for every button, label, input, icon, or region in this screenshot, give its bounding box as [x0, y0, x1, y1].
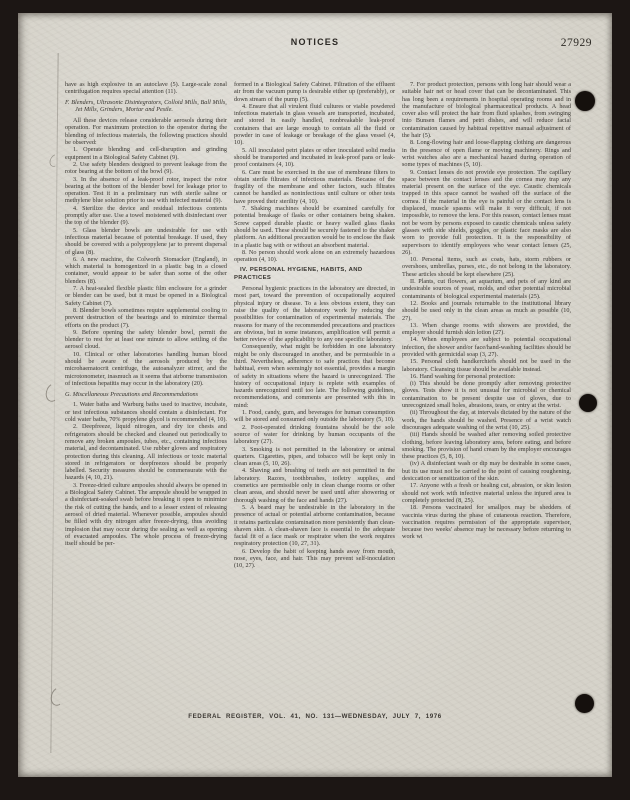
scan-corner-notch	[614, 0, 630, 30]
paragraph: 6. Care must be exercised in the use of membrane filters to obtain sterile filtrates of infectious materials. Because of the fragility of the membrane and other factors, such filtrates cannot be handled as noninfectious until culture or other tests have proved their sterility (4, 10).	[234, 168, 395, 205]
paragraph: 7. For product protection, persons with long hair should wear a suitable hair net or head cover that can be decontaminated. This has long been a requirements in hospital operating rooms and in the manufacture of biological pharmaceutical products. A head cover also will protect the hair from fluid splashes, from swinging into Bunsen flames and petri dishes, and will reduce facial contamination caused by habitual repetitive manual adjustment of the hair (5).	[402, 81, 571, 140]
punch-hole-mark	[43, 381, 62, 403]
column-right	[402, 81, 571, 729]
paragraph: 4. Shaving and brushing of teeth are not permitted in the laboratory. Razors, toothbrushes, toiletry supplies, and cosmetics are permissible only in clean change rooms or other clean areas, and should never be used until after showering or thorough washing of the face and hands (27).	[234, 467, 395, 504]
paragraph: (iii) Hands should be washed after removing soiled protective clothing, before leaving laboratory area, before eating, and before smoking. The provision of hand cream by the employer encourages these practices (5, 8, 10).	[402, 431, 571, 461]
paragraph: 5. All inoculated petri plates or other inoculated solid media should be transported and incubated in leak-proof pans or leak-proof containers (4, 10).	[234, 146, 395, 169]
punch-hole-mark	[47, 152, 62, 168]
page-number: 27929	[560, 37, 592, 49]
paragraph: 10. Clinical or other laboratories handling human blood should be aware of the aerosols produced by the microhaematocrit centrifuge, the autoanalyzer stirrer, and the microtonometer, inasmuch as it seems that airborne transmission of infectious hepatitis may occur in the laboratory (20).	[65, 350, 227, 387]
section-heading: IV. PERSONAL HYGIENE, HABITS, AND PRACTICES	[234, 267, 363, 281]
paragraph: 5. A beard may be undesirable in the laboratory in the presence of actual or potential airborne contamination, because it retains particulate contamination more persistently than clean-shaven skin. A clean-shaven face is essential to the adequate facial fit of a face mask or respirator when the work requires respiratory protection (10, 27, 31).	[234, 503, 395, 548]
paragraph: Personal hygienic practices in the laboratory are directed, in most part, toward the prevention of occupationally acquired physical injury or disease. To a less obvious extent, they can raise the quality of the laboratory work by reducing the possibilities for contamination of experimental materials. The reasons for many of the recommended precautions and practices are obvious, but in some instances, amplification will permit a better review of the applicability to any one specific laboratory.	[234, 285, 395, 344]
paragraph: 9. Before opening the safety blender bowl, permit the blender to rest for at least one minute to allow settling of the aerosol cloud.	[65, 328, 227, 351]
paragraph: formed in a Biological Safety Cabinet. Filtration of the effluent air from the vacuum pump is desirable either up (preferably), or down stream of the pump (5).	[234, 81, 395, 103]
paragraph: 4. Ensure that all virulent fluid cultures or viable powdered infectious materials in glass vessels are transported, incubated, and stored in easily handled, nonbreakable leak-proof containers that are large enough to contain all the fluid or powder in case of leakage or breakage of the glass vessel (4, 10).	[234, 102, 395, 147]
paragraph: 6. A new machine, the Colworth Stomacker (England), in which material is homogenized in a plastic bag in a closed container, would appear to be safer than some of the other blenders (8).	[65, 255, 227, 285]
paragraph: 10. Personal items, such as coats, hats, storm rubbers or overshoes, umbrellas, purses, etc., do not belong in the laboratory. These articles should be kept elsewhere (25).	[402, 256, 571, 278]
paragraph: 2. Deepfreeze, liquid nitrogen, and dry ice chests and refrigerators should be checked and cleaned out periodically to remove any broken ampoules, tubes, etc., containing infectious material, and decontaminated. Use rubber gloves and respiratory protection during this cleaning. All infectious or toxic material stored in refrigerators or deepfreezes should be properly labelled. Security measures should be commensurate with the hazards (4, 10, 21).	[65, 423, 227, 482]
paragraph: 12. Books and journals returnable to the institutional library should be used only in the clean areas as much as possible (10, 27).	[402, 299, 571, 322]
paragraph: 8. Long-flowing hair and loose-flapping clothing are dangerous in the presence of open flame or moving machinery. Rings and wrist watches also are a mechanical hazard during operation of some types of machines (5, 10).	[402, 139, 571, 169]
paragraph: 6. Develop the habit of keeping hands away from mouth, nose, eyes, face, and hair. This may prevent self-inoculation (10, 27).	[234, 547, 395, 570]
paragraph: 3. Freeze-dried culture ampoules should always be opened in a Biological Safety Cabinet. The ampoule should be wrapped in a disinfectant-soaked swab before breaking it open to minimize the risk of cutting the hands, and to a lesser extent of releasing aerosol of dried material. Whenever possible, ampoules should be filled with dry nitrogen after freeze-drying, thus avoiding implosion that may occur during the sealing as well as opening of evacuated ampoules. The whole process of freeze-drying itself should be per-	[65, 481, 227, 548]
paragraph: 16. Hand washing for personal protection:	[410, 372, 516, 380]
paragraph: 2. Foot-operated drinking fountains should be the sole source of water for drinking by human occupants of the laboratory (27).	[234, 423, 395, 446]
column-left	[65, 81, 227, 729]
scan-registration-dot	[579, 394, 597, 412]
column-middle	[234, 81, 395, 729]
page-footer: FEDERAL REGISTER, VOL. 41, NO. 131—WEDNESDAY, JULY 7, 1976	[188, 713, 442, 720]
paragraph: 2. Use safety blenders designed to prevent leakage from the rotor bearing at the bottom of the bowl (9).	[65, 160, 227, 176]
page-header-title: NOTICES	[290, 37, 340, 47]
paragraph: 17. Anyone with a fresh or healing cut, abrasion, or skin lesion should not work with infective material unless the injured area is completely protected (8, 25).	[402, 482, 571, 504]
paragraph: 13. When change rooms with showers are provided, the employer should furnish skin lotion (27).	[402, 321, 571, 337]
paragraph: 3. In the absence of a leak-proof rotor, inspect the rotor bearing at the bottom of the blender bowl for leakage prior to operation. Test it in a preliminary run with sterile saline or methylene blue solution prior to use with infected material (9).	[65, 175, 227, 205]
paragraph: All these devices release considerable aerosols during their operation. For maximum protection to the operator during the blending of infectious materials, the following practices should be observed:	[65, 117, 227, 147]
paragraph: 7. A heat-sealed flexible plastic film enclosure for a grinder or blender can be used, but it must be opened in a Biological Safety Cabinet (7).	[65, 285, 227, 307]
scan-registration-dot	[575, 91, 595, 111]
paragraph: (ii) Throughout the day, at intervals dictated by the nature of the work, the hands should be washed. Presence of a wrist watch discourages adequate washing of the wrist (10, 25).	[402, 409, 571, 431]
paragraph: 5. Glass blender bowls are undesirable for use with infectious material because of potential breakage. If used, they should be covered with a polypropylene jar to prevent dispersal of glass (8).	[65, 226, 227, 256]
paragraph: Consequently, what might be forbidden in one laboratory might be only discouraged in another, and be permissible in a third. Nevertheless, adherence to safe practices that become habitual, even when seemingly not essential, provides a margin of safety in situations where the hazard is unrecognized. The history of occupational injury is replete with examples of hazards unrecognized until too late. The following guidelines, recommendations, and comments are presented with this in mind:	[234, 343, 395, 409]
document-paper	[18, 13, 612, 777]
paragraph: (i) This should be done promptly after removing protective gloves. Tests show it is not unusual for microbial or chemical contamination to be present despite use of gloves, due to unrecognized small holes, abrasions, tears, or entry at the wrist.	[402, 380, 571, 410]
paragraph: 1. Water baths and Warburg baths used to inactive, incubate, or test infectious substances should contain a disinfectant. For cold water baths, 70% propylene glycol is recommended (4, 10).	[65, 401, 227, 424]
paragraph: 1. Food, candy, gum, and beverages for human consumption will be stored and consumed only outside the laboratory (5, 10).	[234, 409, 395, 424]
paragraph: 3. Smoking is not permitted in the laboratory or animal quarters. Cigarettes, pipes, and tobacco will be kept only in clean areas (5, 10, 26).	[234, 445, 395, 468]
subsection-heading: F. Blenders, Ultrasonic Disintegrators, Colloid Mills, Ball Mills, Jet Mills, Grinders, Mortar and Pestle.	[65, 99, 227, 114]
scan-registration-dot	[575, 694, 594, 713]
paragraph: 15. Personal cloth handkerchiefs should not be used in the laboratory. Cleansing tissue should be available instead.	[402, 358, 571, 373]
paragraph: II. Plants, cut flowers, an aquarium, and pets of any kind are undesirable sources of yeast, molds, and other potential microbial contaminants of biological experimental materials (25).	[402, 278, 571, 300]
paragraph: 8. Blender bowls sometimes require supplemental cooling to prevent destruction of the bearings and to minimize thermal efforts on the product (7).	[65, 306, 227, 329]
paragraph: (iv) A disinfectant wash or dip may be desirable in some cases, but its use must not be carried to the point of causing roughening, desiccation or sensitization of the skin.	[402, 460, 571, 483]
text-columns	[65, 81, 571, 729]
paragraph: 1. Operate blending and cell-disruption and grinding equipment in a Biological Safety Cabinet (9).	[65, 146, 227, 161]
paragraph: have as high explosive in an autoclave (5). Large-scale zonal centrifugation requires special attention (11).	[65, 81, 227, 96]
paragraph: 18. Persons vaccinated for smallpox may be shedders of vaccinia virus during the phase of cutaneous reaction. Therefore, vaccination requires permission of the appropriate supervisor, because two weeks' absence may be necessary before returning to work wi	[402, 504, 571, 541]
paragraph: 9. Contact lenses do not provide eye protection. The capillary space between the contact lenses and the cornea may trap any material present on the surface of the eye. Caustic chemicals trapped in this space cannot be washed off the surface of the cornea. If the material in the eye is painful or the contact lens is displaced, muscle spasms will make it very difficult, if not impossible, to remove the lens. For this reason, contact lenses must not be worn by persons exposed to caustic chemicals unless safety glasses with side shields, goggles, or plastic face masks are also worn to provide full protection. It is the responsibility of supervisors to identify employees who wear contact lenses (25, 26).	[402, 168, 571, 256]
paragraph: 4. Sterilize the device and residual infectious contents promptly after use. Use a towel moistened with disinfectant over the top of the blender (9).	[65, 204, 227, 227]
subsection-heading: G. Miscellaneous Precautions and Recommendations	[65, 390, 199, 398]
paragraph: 14. When employees are subject to potential occupational infection, the shower and/or face/hand-washing facilities should be provided with germicidal soap (3, 27).	[402, 336, 571, 358]
paragraph: 8. No person should work alone on an extremely hazardous operation (4, 10).	[234, 248, 395, 264]
paragraph: 7. Shaking machines should be examined carefully for potential breakage of flasks or other containers being shaken. Screw capped durable plastic or heavy walled glass flasks should be used. These should be securely fastened to the shaker platform. An additional precaution would be to enclose the flask in a plastic bag with or without an absorbent material.	[234, 205, 395, 249]
